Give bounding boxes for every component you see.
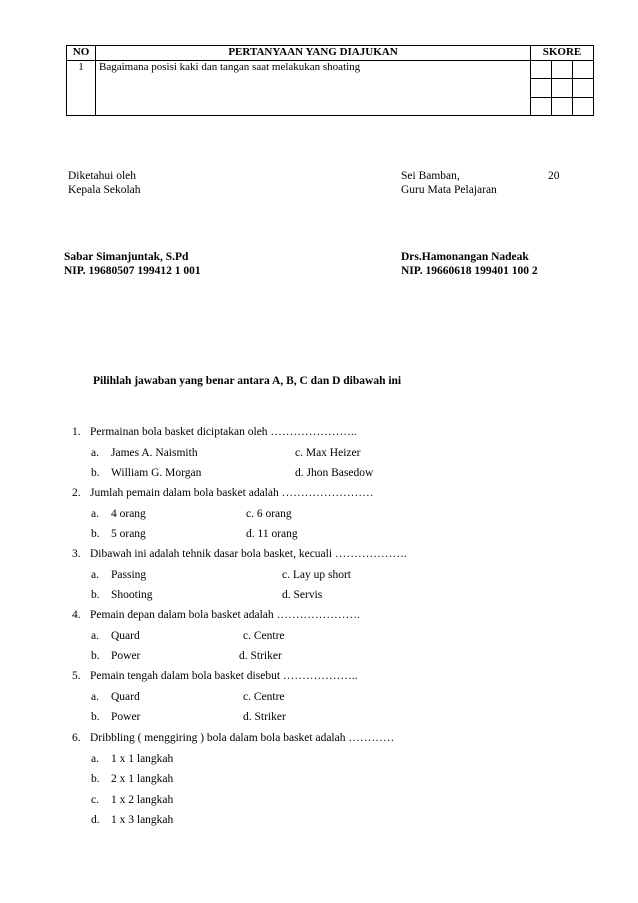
option-letter: a. (91, 629, 99, 642)
known-by-label: Diketahui oleh (68, 170, 137, 182)
option-text: c. Centre (243, 690, 285, 703)
option-letter: b. (91, 528, 100, 540)
option-d[interactable] (295, 467, 373, 479)
option-text: d. 11 orang (246, 528, 298, 540)
option-text: 4 orang (111, 507, 146, 520)
question-text: Pemain depan dalam bola basket adalah …………………. (90, 609, 360, 621)
question-text: Dibawah ini adalah tehnik dasar bola basket, kecuali ………………. (90, 548, 407, 560)
question-item (72, 426, 357, 438)
row-no: 1 (67, 61, 96, 116)
option-letter: b. (91, 650, 100, 662)
question-number: 6. (72, 732, 81, 744)
option-text: 2 x 1 langkah (111, 773, 174, 785)
principal-name: Sabar Simanjuntak, S.Pd (64, 251, 189, 263)
option-text: William G. Morgan (111, 467, 202, 479)
option-b[interactable] (91, 711, 140, 723)
option-text: c. Max Heizer (295, 446, 361, 459)
question-text: Pemain tengah dalam bola basket disebut ……………….. (90, 670, 358, 682)
option-letter: a. (91, 690, 99, 703)
option-text: d. Jhon Basedow (295, 467, 374, 479)
teacher-label: Guru Mata Pelajaran (401, 184, 497, 196)
option-text: 1 x 1 langkah (111, 752, 174, 765)
principal-label: Kepala Sekolah (68, 184, 141, 196)
option-c[interactable] (91, 794, 173, 806)
option-a[interactable] (91, 569, 146, 581)
header-question: PERTANYAAN YANG DIAJUKAN (96, 46, 531, 61)
option-d[interactable] (239, 650, 282, 662)
score-cell[interactable] (531, 79, 552, 97)
question-item (72, 487, 374, 499)
score-cell[interactable] (531, 61, 552, 79)
option-letter: a. (91, 446, 99, 459)
option-text: Quard (111, 629, 140, 642)
question-item (72, 670, 358, 682)
instruction-text: Pilihlah jawaban yang benar antara A, B, C dan D dibawah ini (93, 375, 402, 387)
option-b[interactable] (91, 589, 153, 601)
option-letter: a. (91, 568, 99, 581)
header-score: SKORE (531, 46, 594, 61)
option-text: c. 6 orang (246, 507, 292, 520)
option-letter: b. (91, 467, 100, 479)
option-letter: d. (91, 814, 100, 826)
principal-nip: NIP. 19680507 199412 1 001 (64, 265, 201, 277)
option-text: 5 orang (111, 528, 146, 540)
option-text: Power (111, 711, 141, 723)
teacher-nip: NIP. 19660618 199401 100 2 (401, 265, 538, 277)
question-number: 3. (72, 548, 81, 560)
option-b[interactable] (91, 773, 173, 785)
option-text: c. Lay up short (282, 568, 351, 581)
question-text: Jumlah pemain dalam bola basket adalah …………………… (90, 487, 374, 499)
question-text: Dribbling ( menggiring ) bola dalam bola basket adalah ………… (90, 732, 395, 744)
option-d[interactable] (246, 528, 298, 540)
option-b[interactable] (91, 528, 146, 540)
option-b[interactable] (91, 467, 201, 479)
question-number: 4. (72, 609, 81, 621)
option-text: d. Striker (243, 711, 286, 723)
option-a[interactable] (91, 753, 173, 765)
question-item (72, 609, 360, 621)
option-text: c. Centre (243, 629, 285, 642)
option-c[interactable] (246, 508, 292, 520)
score-table (66, 45, 594, 116)
option-letter: b. (91, 773, 100, 785)
option-letter: a. (91, 507, 99, 520)
score-cell[interactable] (531, 97, 552, 115)
score-cell[interactable] (552, 97, 573, 115)
question-item (72, 732, 394, 744)
option-b[interactable] (91, 650, 140, 662)
score-cell[interactable] (552, 79, 573, 97)
score-cell[interactable] (552, 61, 573, 79)
option-letter: a. (91, 752, 99, 765)
option-a[interactable] (91, 447, 198, 459)
option-letter: c. (91, 793, 99, 806)
question-number: 1. (72, 426, 81, 438)
option-a[interactable] (91, 691, 140, 703)
option-text: d. Striker (239, 650, 282, 662)
option-d[interactable] (282, 589, 322, 601)
option-a[interactable] (91, 508, 146, 520)
option-text: d. Servis (282, 589, 323, 601)
place-label: Sei Bamban, (401, 170, 460, 182)
score-cell[interactable] (573, 61, 594, 79)
question-number: 2. (72, 487, 81, 499)
option-c[interactable] (282, 569, 351, 581)
row-question: Bagaimana posisi kaki dan tangan saat melakukan shoating (96, 61, 531, 116)
option-text: Quard (111, 690, 140, 703)
header-no: NO (67, 46, 96, 61)
option-text: Shooting (111, 589, 153, 601)
table-header-row (67, 46, 594, 61)
score-cell[interactable] (573, 79, 594, 97)
year-label: 20 (548, 170, 560, 182)
option-c[interactable] (295, 447, 360, 459)
option-text: 1 x 2 langkah (111, 793, 174, 806)
question-text: Permainan bola basket diciptakan oleh ………………….. (90, 426, 357, 438)
option-text: 1 x 3 langkah (111, 814, 174, 826)
question-number: 5. (72, 670, 81, 682)
option-c[interactable] (243, 630, 285, 642)
option-a[interactable] (91, 630, 140, 642)
option-letter: b. (91, 589, 100, 601)
option-d[interactable] (91, 814, 173, 826)
teacher-name: Drs.Hamonangan Nadeak (401, 251, 529, 263)
table-row (67, 61, 594, 79)
score-cell[interactable] (573, 97, 594, 115)
option-text: Passing (111, 568, 147, 581)
option-letter: b. (91, 711, 100, 723)
option-text: Power (111, 650, 141, 662)
option-text: James A. Naismith (111, 446, 198, 459)
option-d[interactable] (243, 711, 286, 723)
question-item (72, 548, 407, 560)
option-c[interactable] (243, 691, 285, 703)
